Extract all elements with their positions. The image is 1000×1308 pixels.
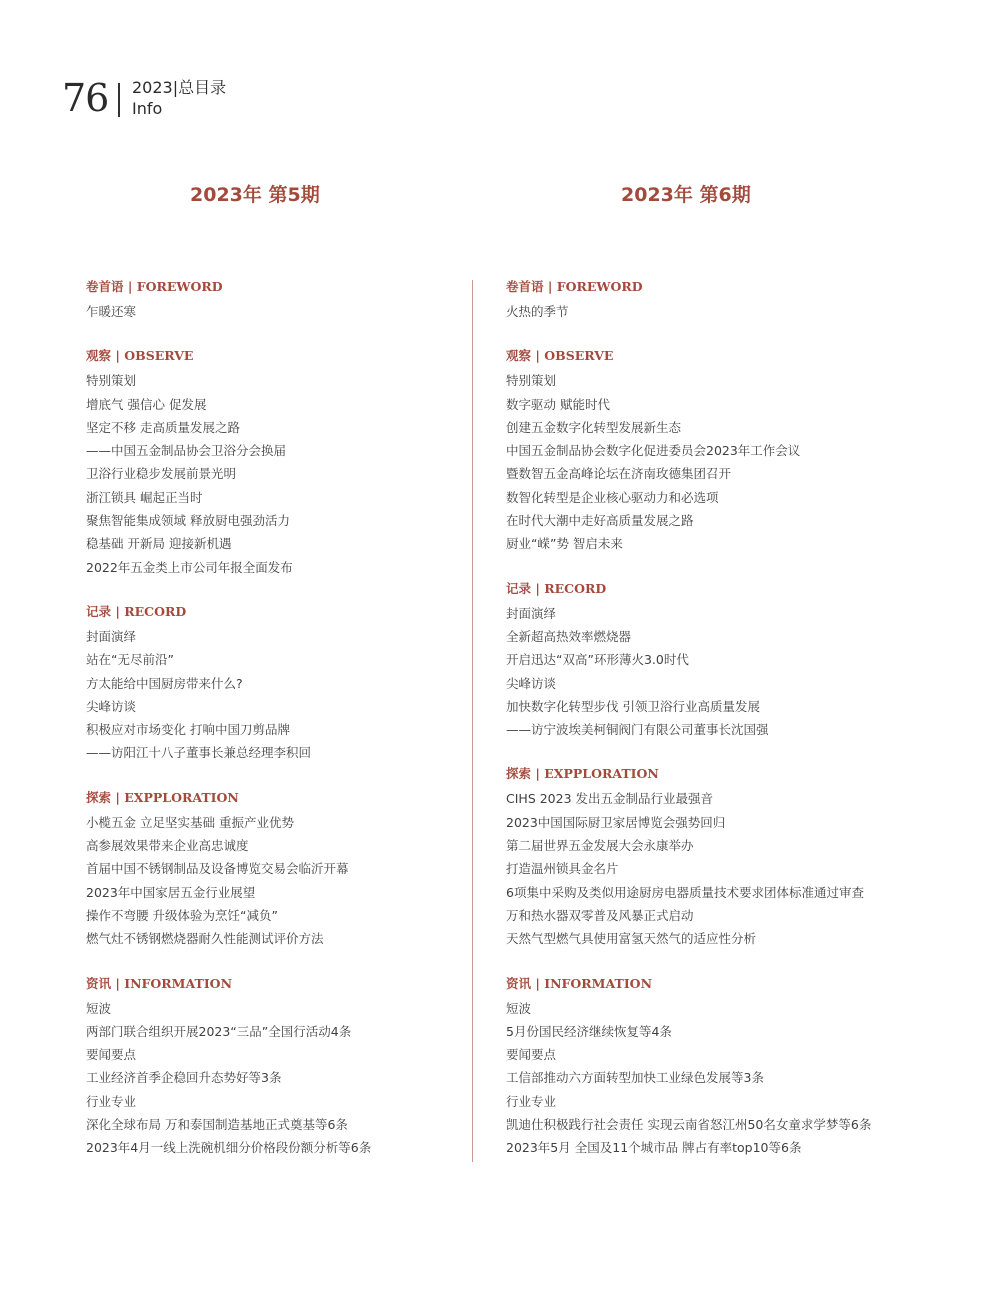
- toc-entry: 数智化转型是企业核心驱动力和必选项: [506, 489, 719, 505]
- toc-section: [86, 602, 486, 765]
- toc-section: [86, 974, 486, 1160]
- toc-entry: 第二届世界五金发展大会永康举办: [506, 838, 694, 854]
- toc-entry: 封面演绎: [86, 628, 137, 644]
- toc-entry: 2023年4月一线上洗碗机细分价格段份额分析等6条: [86, 1140, 372, 1156]
- toc-section: [506, 579, 906, 742]
- toc-entry: 打造温州锁具金名片: [506, 861, 619, 877]
- toc-entry: 要闻要点: [506, 1047, 557, 1063]
- issue-title-6: 2023年 第6期: [621, 184, 751, 206]
- toc-section: [506, 346, 906, 555]
- toc-entry: 特别策划: [506, 373, 557, 389]
- toc-entry: 工业经济首季企稳回升态势好等3条: [86, 1070, 282, 1086]
- section-heading: 探索 | EXPPLORATION: [506, 766, 659, 782]
- toc-section: [86, 788, 486, 951]
- toc-entry: 5月份国民经济继续恢复等4条: [506, 1023, 672, 1039]
- toc-entry: 尖峰访谈: [506, 675, 557, 691]
- toc-entry: ——访宁波埃美柯铜阀门有限公司董事长沈国强: [506, 722, 769, 738]
- section-heading: 资讯 | INFORMATION: [506, 975, 652, 991]
- toc-entry: 短波: [86, 1000, 112, 1016]
- toc-entry: 尖峰访谈: [86, 698, 137, 714]
- toc-entry: 操作不弯腰 升级体验为烹饪“减负”: [86, 907, 278, 923]
- toc-section: [506, 764, 906, 950]
- section-heading: 观察 | OBSERVE: [506, 348, 614, 364]
- toc-entry: 中国五金制品协会数字化促进委员会2023年工作会议: [506, 443, 801, 459]
- section-heading: 卷首语 | FOREWORD: [86, 279, 223, 294]
- toc-section: [86, 346, 486, 579]
- section-heading: 记录 | RECORD: [86, 603, 187, 619]
- section-heading: 探索 | EXPPLORATION: [86, 789, 239, 805]
- section-heading: 资讯 | INFORMATION: [86, 975, 232, 991]
- header-subtitle: Info: [132, 99, 163, 118]
- section-heading: 观察 | OBSERVE: [86, 348, 194, 364]
- section-heading: 卷首语 | FOREWORD: [506, 279, 643, 294]
- toc-entry: 小榄五金 立足坚实基础 重振产业优势: [86, 814, 294, 830]
- toc-entry: 2023中国国际厨卫家居博览会强势回归: [506, 814, 726, 830]
- toc-entry: 在时代大潮中走好高质量发展之路: [506, 513, 694, 529]
- page-number: 76: [62, 76, 109, 120]
- toc-entry: 特别策划: [86, 373, 137, 389]
- toc-entry: 浙江锁具 崛起正当时: [86, 489, 203, 505]
- section-heading: 记录 | RECORD: [506, 580, 607, 596]
- toc-entry: 暨数智五金高峰论坛在济南玫德集团召开: [506, 466, 732, 482]
- toc-entry: 乍暖还寒: [86, 304, 137, 319]
- toc-entry: 加快数字化转型步伐 引领卫浴行业高质量发展: [506, 698, 760, 714]
- toc-entry: 火热的季节: [506, 304, 569, 319]
- toc-entry: 高参展效果带来企业高忠诚度: [86, 838, 249, 854]
- header-divider: [118, 83, 120, 117]
- toc-entry: 站在“无尽前沿”: [86, 652, 174, 668]
- issue-5-contents: [86, 277, 486, 1183]
- toc-entry: 天然气型燃气具使用富氢天然气的适应性分析: [506, 931, 757, 947]
- toc-entry: ——访阳江十八子董事长兼总经理李积回: [86, 745, 312, 761]
- toc-entry: 首届中国不锈钢制品及设备博览交易会临沂开幕: [86, 861, 349, 877]
- toc-entry: 全新超高热效率燃烧器: [506, 628, 632, 644]
- toc-entry: 厨业“嵘”势 智启未来: [506, 536, 623, 552]
- toc-entry: 要闻要点: [86, 1047, 137, 1063]
- toc-entry: 方太能给中国厨房带来什么?: [86, 675, 243, 691]
- toc-entry: 坚定不移 走高质量发展之路: [86, 419, 240, 435]
- toc-entry: 燃气灶不锈钢燃烧器耐久性能测试评价方法: [86, 931, 324, 947]
- toc-entry: CIHS 2023 发出五金制品行业最强音: [506, 791, 714, 807]
- issue-6-contents: [506, 277, 906, 1183]
- toc-entry: 6项集中采购及类似用途厨房电器质量技术要求团体标准通过审查: [506, 884, 864, 900]
- toc-entry: 万和热水器双零普及风暴正式启动: [506, 907, 694, 923]
- toc-entry: 聚焦智能集成领域 释放厨电强劲活力: [86, 513, 290, 529]
- toc-entry: 深化全球布局 万和泰国制造基地正式奠基等6条: [86, 1117, 348, 1133]
- header-title: 2023|总目录: [132, 78, 227, 97]
- toc-entry: 2023年5月 全国及11个城市品 牌占有率top10等6条: [506, 1140, 802, 1156]
- toc-entry: 卫浴行业稳步发展前景光明: [86, 466, 237, 482]
- issue-title-5: 2023年 第5期: [190, 184, 320, 206]
- toc-entry: 创建五金数字化转型发展新生态: [506, 419, 682, 435]
- toc-entry: 行业专业: [506, 1093, 557, 1109]
- toc-section: [506, 974, 906, 1160]
- toc-entry: 行业专业: [86, 1093, 137, 1109]
- toc-entry: 数字驱动 赋能时代: [506, 396, 610, 412]
- toc-entry: ——中国五金制品协会卫浴分会换届: [86, 443, 287, 459]
- toc-entry: 凯迪仕积极践行社会责任 实现云南省怒江州50名女童求学梦等6条: [506, 1117, 872, 1133]
- toc-entry: 2023年中国家居五金行业展望: [86, 884, 256, 900]
- toc-entry: 积极应对市场变化 打响中国刀剪品牌: [86, 722, 290, 738]
- toc-section: [86, 277, 486, 323]
- toc-entry: 工信部推动六方面转型加快工业绿色发展等3条: [506, 1070, 764, 1086]
- toc-entry: 增底气 强信心 促发展: [86, 396, 207, 412]
- toc-entry: 短波: [506, 1000, 532, 1016]
- toc-entry: 2022年五金类上市公司年报全面发布: [86, 559, 293, 575]
- toc-section: [506, 277, 906, 323]
- toc-entry: 稳基础 开新局 迎接新机遇: [86, 536, 232, 552]
- toc-entry: 两部门联合组织开展2023“三品”全国行活动4条: [86, 1023, 352, 1039]
- toc-entry: 封面演绎: [506, 605, 557, 621]
- toc-entry: 开启迅达“双高”环形薄火3.0时代: [506, 652, 689, 668]
